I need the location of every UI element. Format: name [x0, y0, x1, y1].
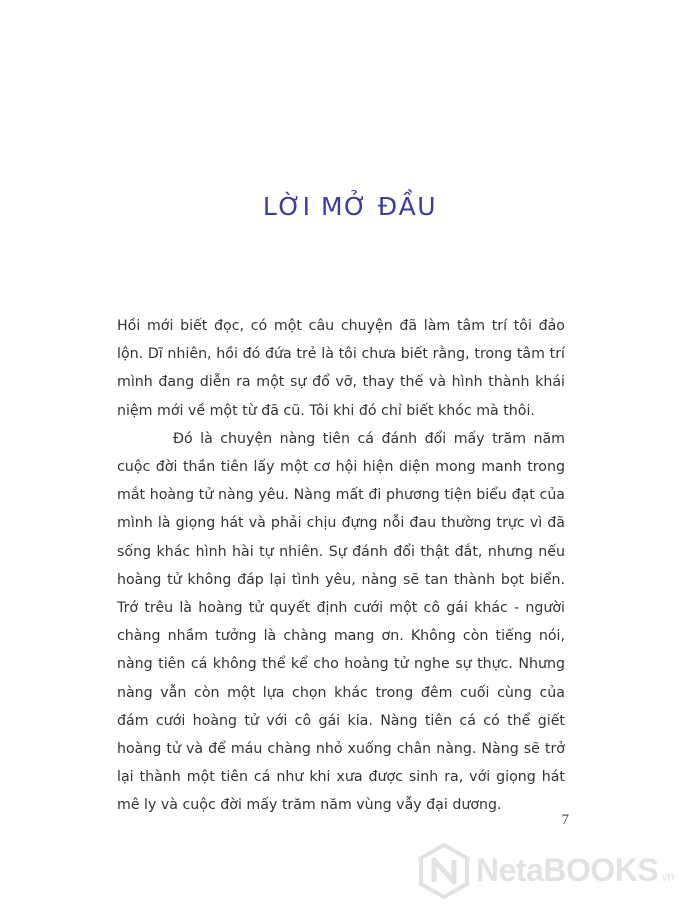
watermark-brand: NetaBOOKS	[476, 852, 659, 888]
paragraph-1: Hồi mới biết đọc, có một câu chuyện đã làm tâm trí tôi đảo lộn. Dĩ nhiên, hồi đó đứa trẻ là tôi chưa biết rằng, trong tâm trí mình đang diễn ra một sự đổ vỡ, thay thế và hình thành khái niệm mới về một từ đã cũ. Tôi khi đó chỉ biết khóc mà thôi.	[117, 318, 565, 419]
body-text	[117, 312, 565, 820]
chapter-title: LỜI MỞ ĐẦU	[262, 192, 438, 221]
paragraph-2: Đó là chuyện nàng tiên cá đánh đổi mấy trăm năm cuộc đời thần tiên lấy một cơ hội hiện diện mong manh trong mắt hoàng tử nàng yêu. Nàng mất đi phương tiện biểu đạt của mình là giọng hát và phải chịu đựng nỗi đau thường trực vì đã sống khác hình hài tự nhiên. Sự đánh đổi thật đắt, nhưng nếu hoàng tử không đáp lại tình yêu, nàng sẽ tan thành bọt biển. Trớ trêu là hoàng tử quyết định cưới một cô gái khác - người chàng nhầm tưởng là chàng mang ơn. Không còn tiếng nói, nàng tiên cá không thể kể cho hoàng tử nghe sự thực. Nhưng nàng vẫn còn một lựa chọn khác trong đêm cuối cùng của đám cưới hoàng tử với cô gái kia. Nàng tiên cá có thể giết hoàng tử và để máu chàng nhỏ xuống chân nàng. Nàng sẽ trở lại thành một tiên cá như khi xưa được sinh ra, với giọng hát mê ly và cuộc đời mấy trăm năm vùng vẫy đại dương.	[117, 430, 565, 814]
watermark-text	[476, 852, 674, 889]
watermark-suffix: .vn	[658, 869, 675, 884]
hexagon-n-logo-icon	[416, 842, 472, 900]
watermark	[416, 842, 696, 902]
page-number: 7	[561, 812, 569, 828]
